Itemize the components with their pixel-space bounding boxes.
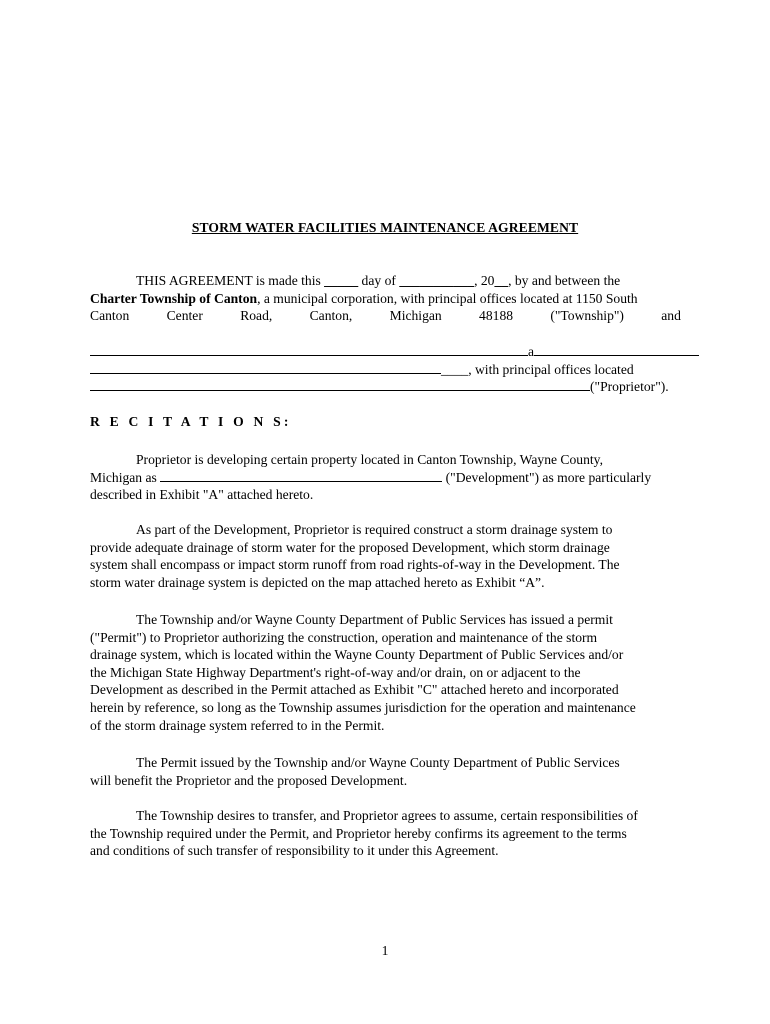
recital-paragraph-1 [90, 451, 681, 504]
proprietor-line-1: a [90, 343, 702, 361]
p3-line-3: drainage system, which is located within the Wayne County Department of Public Services and/or [90, 647, 624, 663]
proprietor-address-blank[interactable] [90, 378, 590, 391]
document-title: STORM WATER FACILITIES MAINTENANCE AGREEMENT [191, 220, 579, 235]
p2-line-1: As part of the Development, Proprietor is required construct a storm drainage system to [136, 522, 613, 537]
proprietor-blank-2a[interactable] [90, 361, 286, 374]
p4-line-1: The Permit issued by the Township and/or Wayne County Department of Public Services [136, 755, 620, 770]
proprietor-line-2: ____, with principal offices located [90, 361, 681, 379]
p3-line-2: ("Permit") to Proprietor authorizing the construction, operation and maintenance of the storm [90, 629, 598, 645]
p3-line-1: The Township and/or Wayne County Department of Public Services has issued a permit [136, 612, 613, 627]
year-blank[interactable]: __ [494, 273, 509, 288]
p3-line-5: Development as described in the Permit attached as Exhibit "C" attached hereto and incorporated [90, 682, 619, 698]
p3-line-6: herein by reference, so long as the Township assumes jurisdiction for the operation and maintenance [90, 699, 636, 715]
recitals-heading: R E C I T A T I O N S: [90, 414, 292, 429]
recital-paragraph-4 [90, 754, 681, 789]
p1-line-3: described in Exhibit "A" attached hereto. [90, 487, 314, 503]
p2-line-4: storm water drainage system is depicted on the map attached hereto as Exhibit “A”. [90, 574, 545, 590]
p4-line-2: will benefit the Proprietor and the proposed Development. [90, 772, 408, 788]
p2-line-2: provide adequate drainage of storm water for the proposed Development, which storm drainage [90, 539, 610, 555]
p5-line-2: the Township required under the Permit, and Proprietor hereby confirms its agreement to the terms [90, 825, 627, 841]
intro-line-3: Canton Center Road, Canton, Michigan 48188 ("Township") and [90, 308, 681, 324]
intro-line-1: THIS AGREEMENT is made this _____ day of ___________, 20__, by and between the [136, 273, 621, 288]
township-name: Charter Township of Canton [90, 290, 258, 306]
development-name-blank[interactable] [160, 469, 442, 482]
day-blank[interactable]: _____ [324, 273, 359, 288]
recital-paragraph-5 [90, 807, 681, 860]
p2-line-3: system shall encompass or impact storm runoff from road rights-of-way in the Development. The [90, 557, 620, 573]
month-blank[interactable]: ___________ [399, 273, 475, 288]
intro-paragraph [90, 272, 681, 325]
proprietor-line-3: ("Proprietor"). [90, 378, 702, 396]
recital-paragraph-2 [90, 521, 681, 591]
proprietor-name-blank[interactable] [90, 343, 528, 356]
proprietor-blank-2b[interactable] [286, 361, 441, 374]
page-number: 1 [381, 943, 389, 958]
proprietor-type-blank[interactable] [534, 343, 699, 356]
p5-line-3: and conditions of such transfer of responsibility to it under this Agreement. [90, 843, 499, 859]
p3-line-7: of the storm drainage system referred to in the Permit. [90, 717, 385, 733]
p1-line-2: Michigan as ("Development") as more particularly [90, 469, 652, 485]
p1-line-1: Proprietor is developing certain property located in Canton Township, Wayne County, [136, 452, 603, 467]
p5-line-1: The Township desires to transfer, and Proprietor agrees to assume, certain responsibilities of [136, 808, 638, 823]
p3-line-4: the Michigan State Highway Department's right-of-way and/or drain, on or adjacent to the [90, 664, 581, 680]
proprietor-block [90, 343, 702, 396]
intro-line-2: Charter Township of Canton, a municipal corporation, with principal offices located at 1150 South [90, 290, 638, 306]
recital-paragraph-3 [90, 611, 681, 734]
